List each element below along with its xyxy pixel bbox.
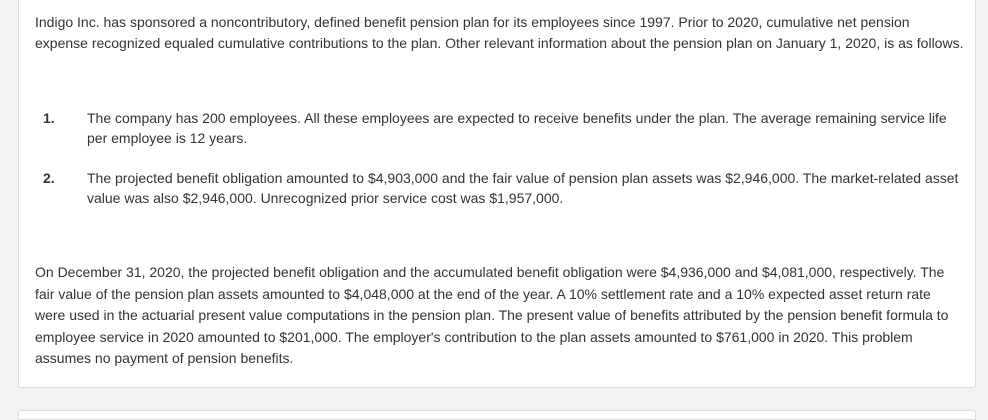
list-item [35, 108, 965, 148]
list-item-number: 1. [43, 110, 55, 126]
closing-paragraph: On December 31, 2020, the projected benefit obligation and the accumulated benefit obligation were $4,936,000 and $4,081,000, respectively. The fair value of the pension plan assets amounted to $4,048,000 at the end of the year. A 10% settlement rate and a 10% expected asset return rate were used in the actuarial present value computations in the pension plan. The present value of benefits attributed by the pension benefit formula to employee service in 2020 amounted to $201,000. The employer's contribution to the plan assets amounted to $761,000 in 2020. This problem assumes no payment of pension benefits. [35, 264, 949, 366]
problem-card [18, 0, 976, 388]
list-item-text: The projected benefit obligation amounted to $4,903,000 and the fair value of pension plan assets was $2,946,000. The market-related asset value was also $2,946,000. Unrecognized prior service cost was $1,957,000. [87, 170, 959, 206]
next-card-edge [18, 410, 976, 420]
intro-paragraph: Indigo Inc. has sponsored a noncontributory, defined benefit pension plan for its employees since 1997. Prior to 2020, cumulative net pension expense recognized equaled cumulative contributions to the plan. Other relevant information about the pension plan on January 1, 2020, is as follows. [35, 14, 964, 51]
list-item-text: The company has 200 employees. All these employees are expected to receive benefits under the plan. The average remaining service life per employee is 12 years. [87, 110, 947, 146]
list-item [35, 168, 965, 208]
list-item-number: 2. [43, 170, 55, 186]
info-list [35, 108, 965, 228]
